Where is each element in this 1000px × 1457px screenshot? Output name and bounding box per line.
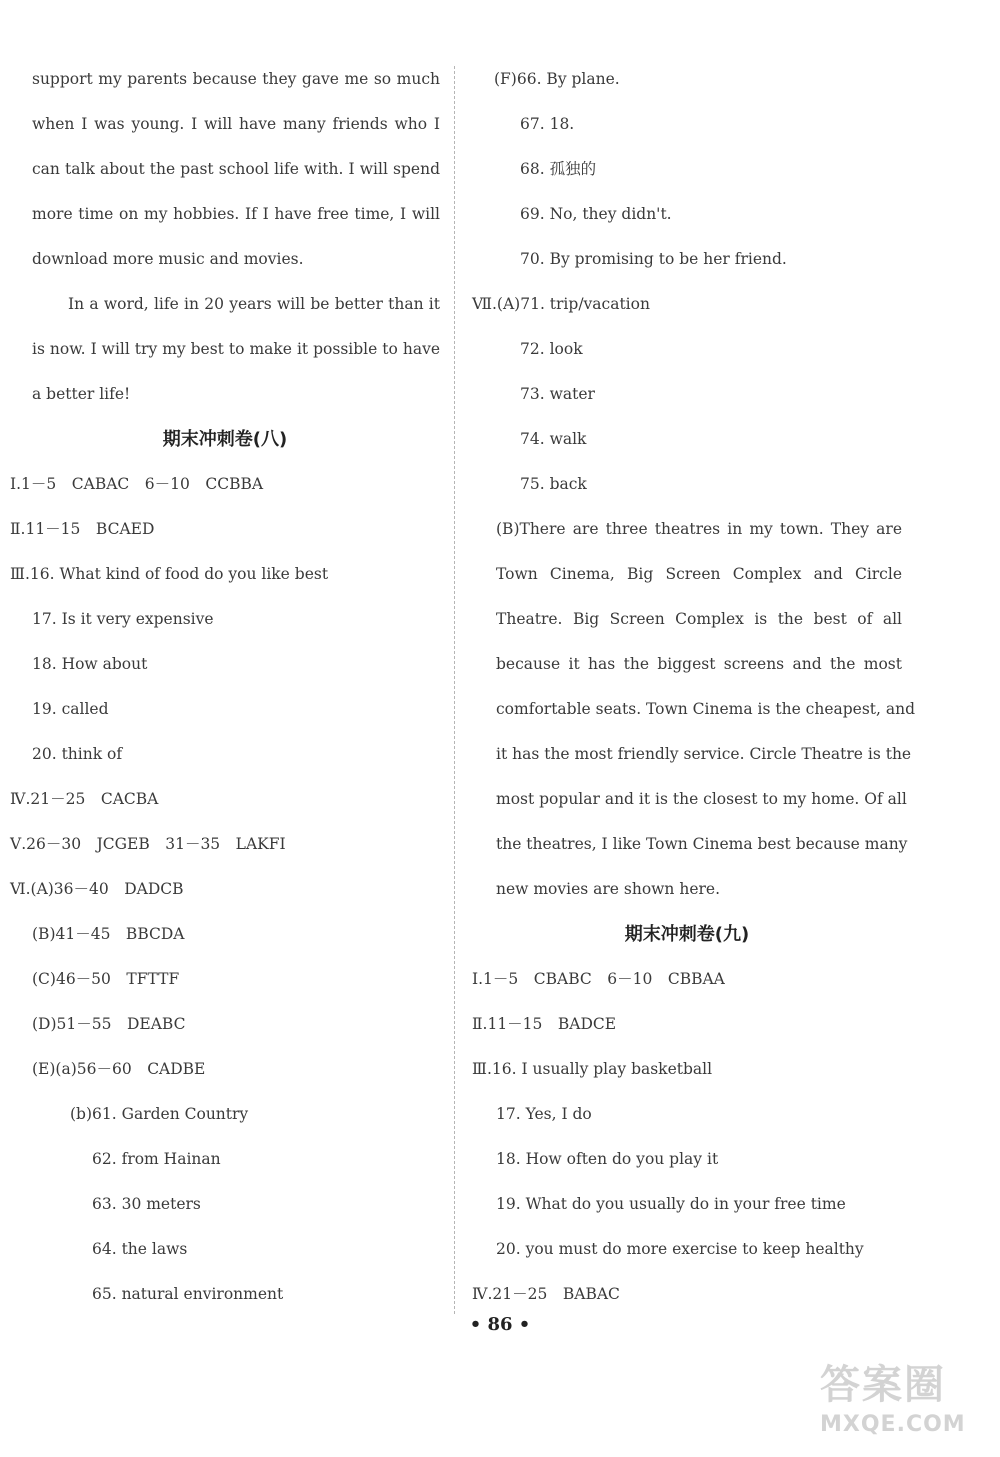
answer-line: Ⅰ.1－5 CABAC 6－10 CCBBA: [10, 475, 264, 493]
answer-line: 17. Is it very expensive: [32, 610, 214, 628]
essay-line: Town Cinema, Big Screen Complex and Circle: [496, 565, 902, 583]
answer-line: Ⅰ.1－5 CBABC 6－10 CBBAA: [472, 970, 725, 988]
answer-line: 17. Yes, I do: [496, 1105, 592, 1123]
answer-line: 69. No, they didn't.: [520, 205, 672, 223]
answer-line: 67. 18.: [520, 115, 575, 133]
answer-line: Ⅴ.26－30 JCGEB 31－35 LAKFI: [10, 835, 286, 853]
essay-line: new movies are shown here.: [496, 880, 721, 898]
answer-line: 18. How about: [32, 655, 148, 673]
page-number: • 86 •: [469, 1314, 531, 1335]
answer-line: 63. 30 meters: [92, 1195, 201, 1213]
answer-line: 19. What do you usually do in your free time: [496, 1195, 846, 1213]
answer-line: 75. back: [520, 475, 587, 493]
answer-line: 18. How often do you play it: [496, 1150, 719, 1168]
essay-line: most popular and it is the closest to my home. Of all: [496, 790, 907, 808]
essay-line: because it has the biggest screens and the most: [496, 655, 902, 673]
answer-line: 65. natural environment: [92, 1285, 284, 1303]
answer-line: 72. look: [520, 340, 583, 358]
answer-line: (C)46－50 TFTTF: [32, 970, 180, 988]
essay-line: it has the most friendly service. Circle Theatre is the: [496, 745, 912, 763]
answer-line: (E)(a)56－60 CADBE: [32, 1060, 206, 1078]
section-heading: 期末冲刺卷(九): [624, 924, 750, 945]
answer-line: 62. from Hainan: [92, 1150, 221, 1168]
essay-line: In a word, life in 20 years will be better than it: [68, 295, 440, 313]
watermark-logo: [820, 1360, 992, 1452]
answer-line: (b)61. Garden Country: [70, 1105, 249, 1123]
answer-line: Ⅳ.21－25 BABAC: [472, 1285, 620, 1303]
answer-line: Ⅵ.(A)36－40 DADCB: [10, 880, 184, 898]
essay-line: can talk about the past school life with. I will spend: [32, 160, 440, 178]
answer-line: Ⅶ.(A)71. trip/vacation: [472, 295, 650, 313]
answer-line: 20. think of: [32, 745, 123, 763]
answer-line: Ⅳ.21－25 CACBA: [10, 790, 159, 808]
answer-line: 73. water: [520, 385, 595, 403]
answer-line: Ⅲ.16. What kind of food do you like best: [10, 565, 329, 583]
essay-line: (B)There are three theatres in my town. They are: [496, 520, 902, 538]
answer-line: Ⅱ.11－15 BADCE: [472, 1015, 617, 1033]
essay-line: the theatres, I like Town Cinema best because many: [496, 835, 908, 853]
answer-line: (D)51－55 DEABC: [32, 1015, 186, 1033]
answer-line: 68. 孤独的: [520, 160, 597, 178]
right-column: [472, 57, 916, 1317]
watermark-url: MXQE.COM: [820, 1412, 966, 1437]
essay-line: comfortable seats. Town Cinema is the cheapest, and: [496, 700, 916, 718]
answer-line: (F)66. By plane.: [494, 70, 620, 88]
essay-line: is now. I will try my best to make it possible to have: [32, 340, 440, 358]
essay-line: support my parents because they gave me so much: [32, 70, 440, 88]
answer-line: (B)41－45 BBCDA: [32, 925, 185, 943]
answer-line: 64. the laws: [92, 1240, 188, 1258]
section-heading: 期末冲刺卷(八): [162, 429, 288, 450]
answer-line: Ⅱ.11－15 BCAED: [10, 520, 155, 538]
answer-line: 20. you must do more exercise to keep healthy: [496, 1240, 864, 1258]
essay-line: more time on my hobbies. If I have free time, I will: [32, 205, 440, 223]
answer-line: Ⅲ.16. I usually play basketball: [472, 1060, 713, 1078]
essay-line: download more music and movies.: [32, 250, 304, 268]
answer-line: 70. By promising to be her friend.: [520, 250, 787, 268]
essay-line: a better life!: [32, 385, 131, 403]
answer-line: 74. walk: [520, 430, 587, 448]
answer-line: 19. called: [32, 700, 109, 718]
essay-line: Theatre. Big Screen Complex is the best of all: [496, 610, 902, 628]
watermark-text: 答案圈: [820, 1362, 946, 1408]
column-divider: [454, 66, 455, 1314]
left-column: [10, 57, 440, 1317]
essay-line: when I was young. I will have many friends who I: [32, 115, 440, 133]
